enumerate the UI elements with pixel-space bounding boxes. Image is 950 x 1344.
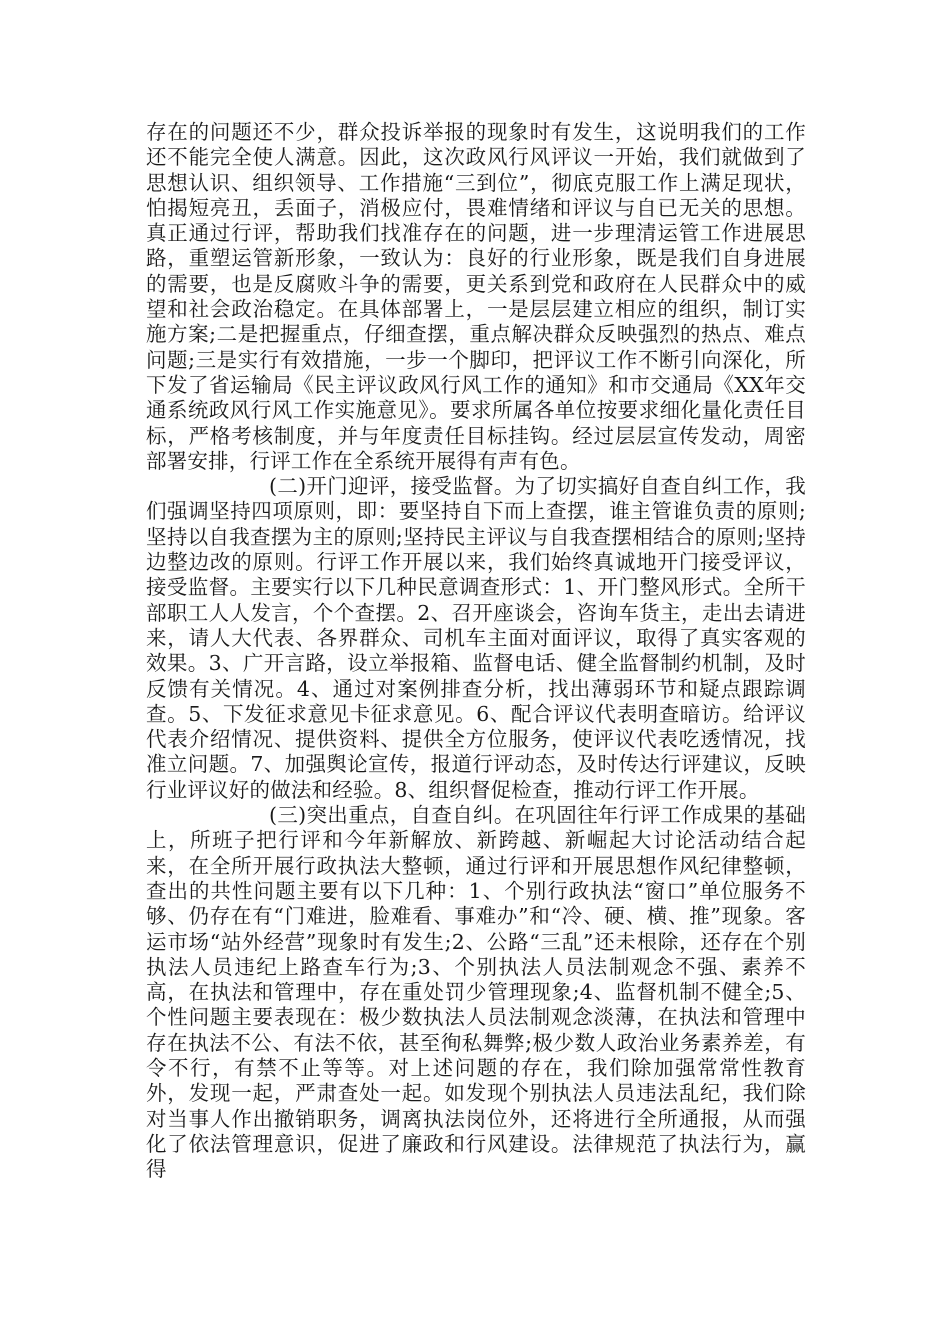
paragraph-intro: 存在的问题还不少，群众投诉举报的现象时有发生，这说明我们的工作还不能完全使人满意。因此，这次政风行风评议一开始，我们就做到了思想认识、组织领导、工作措施“三到位”，彻底克服工作上满足现状，怕揭短亮丑，丢面子，消极应付，畏难情绪和评议与自已无关的思想。真正通过行评，帮助我们找准存在的问题，进一步理清运管工作进展思路，重塑运管新形象，一致认为：良好的行业形象，既是我们自身进展的需要，也是反腐败斗争的需要，更关系到党和政府在人民群众中的威望和社会政治稳定。在具体部署上，一是层层建立相应的组织，制订实施方案;二是把握重点，仔细查摆，重点解决群众反映强烈的热点、难点问题;三是实行有效措施，一步一个脚印，把评议工作不断引向深化，所下发了省运输局《民主评议政风行风工作的通知》和市交通局《XX年交通系统政风行风工作实施意见》。要求所属各单位按要求细化量化责任目标，严格考核制度，并与年度责任目标挂钩。经过层层宣传发动，周密部署安排，行评工作在全系统开展得有声有色。 [146, 120, 806, 473]
paragraph-section-3: (三)突出重点，自查自纠。在巩固往年行评工作成果的基础上，所班子把行评和今年新解放、新跨越、新崛起大讨论活动结合起来，在全所开展行政执法大整顿，通过行评和开展思想作风纪律整顿，查出的共性问题主要有以下几种：1、个别行政执法“窗口”单位服务不够、仍存在有“门难进，脸难看、事难办”和“冷、硬、横、推”现象。客运市场“站外经营”现象时有发生;2、公路“三乱”还未根除，还存在个别执法人员违纪上路查车行为;3、个别执法人员法制观念不强、素养不高，在执法和管理中，存在重处罚少管理现象;4、监督机制不健全;5、个性问题主要表现在：极少数执法人员法制观念淡薄，在执法和管理中存在执法不公、有法不依，甚至徇私舞弊;极少数人政治业务素养差，有令不行，有禁不止等等。对上述问题的存在，我们除加强常常性教育外，发现一起，严肃查处一起。如发现个别执法人员违法乱纪，我们除对当事人作出撤销职务，调离执法岗位外，还将进行全所通报，从而强化了依法管理意识，促进了廉政和行风建设。法律规范了执法行为，赢得 [146, 803, 806, 1182]
document-body [146, 120, 806, 1182]
paragraph-section-2: (二)开门迎评，接受监督。为了切实搞好自查自纠工作，我们强调坚持四项原则，即：要坚持自下而上查摆，谁主管谁负责的原则;坚持以自我查摆为主的原则;坚持民主评议与自我查摆相结合的原则;坚持边整边改的原则。行评工作开展以来，我们始终真诚地开门接受评议，接受监督。主要实行以下几种民意调查形式：1、开门整风形式。全所干部职工人人发言，个个查摆。2、召开座谈会，咨询车货主，走出去请进来，请人大代表、各界群众、司机车主面对面评议，取得了真实客观的效果。3、广开言路，设立举报箱、监督电话、健全监督制约机制，及时反馈有关情况。4、通过对案例排查分析，找出薄弱环节和疑点跟踪调查。5、下发征求意见卡征求意见。6、配合评议代表明查暗访。给评议代表介绍情况、提供资料、提供全方位服务，使评议代表吃透情况，找准立问题。7、加强舆论宣传，报道行评动态，及时传达行评建议，反映行业评议好的做法和经验。8、组织督促检查，推动行评工作开展。 [146, 474, 806, 802]
